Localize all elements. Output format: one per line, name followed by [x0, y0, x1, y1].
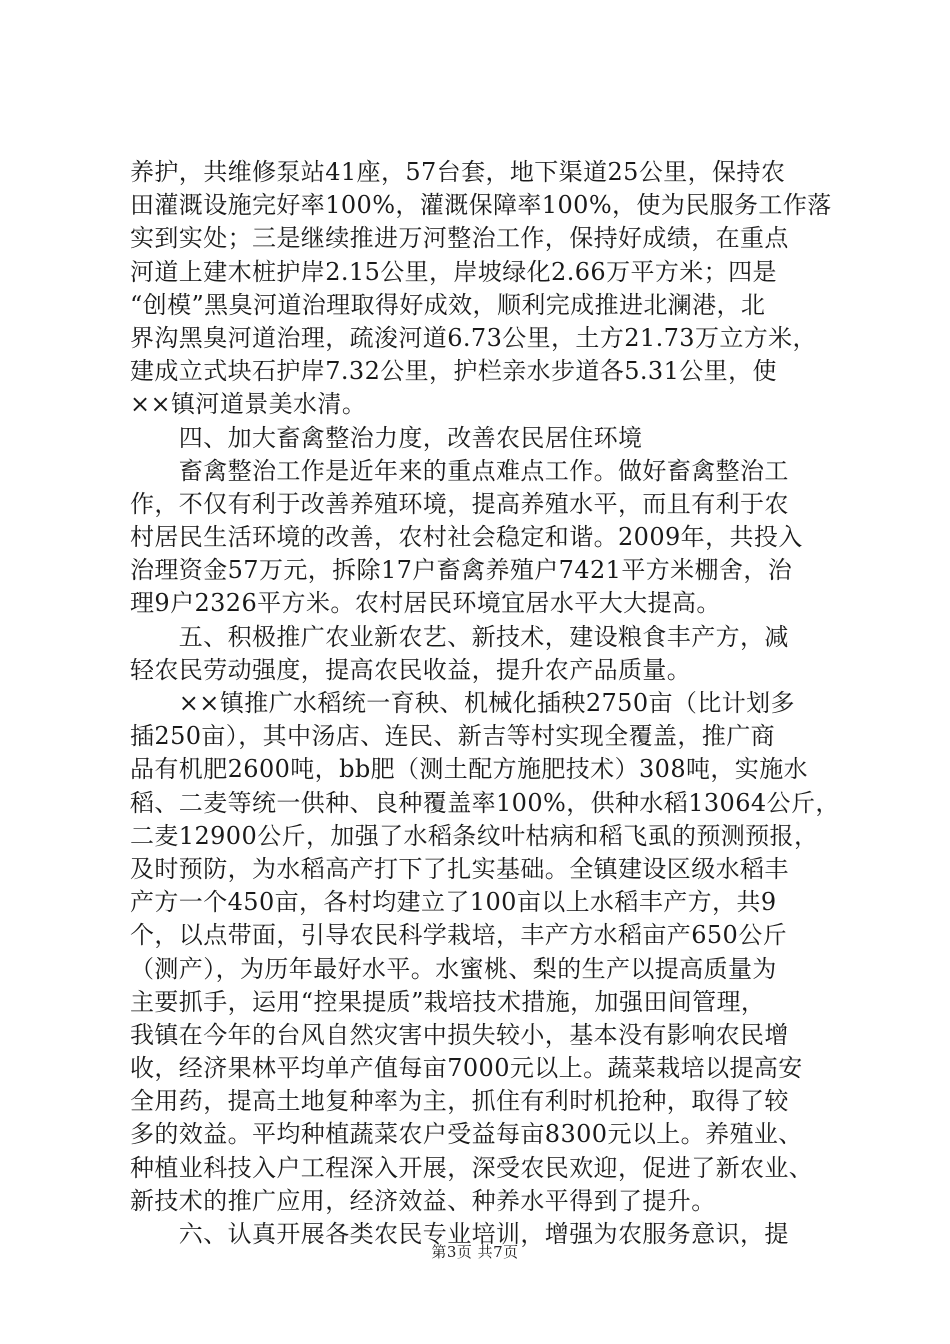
body-line: 建成立式块石护岸7.32公里，护栏亲水步道各5.31公里，使: [130, 357, 777, 386]
body-line: 及时预防，为水稻高产打下了扎实基础。全镇建设区级水稻丰: [130, 854, 789, 883]
body-line: 治理资金57万元，拆除17户畜禽养殖户7421平方米棚舍，治: [130, 556, 793, 585]
body-line: 全用药，提高土地复种率为主，抓住有利时机抢种，取得了较: [130, 1087, 789, 1116]
section-heading-5-cont: 轻农民劳动强度，提高农民收益，提升农产品质量。: [130, 655, 692, 684]
body-line: 新技术的推广应用，经济效益、种养水平得到了提升。: [130, 1186, 716, 1215]
body-line: 理9户2326平方米。农村居民环境宜居水平大大提高。: [130, 589, 721, 618]
body-line: 主要抓手，运用“控果提质”栽培技术措施，加强田间管理，: [130, 987, 766, 1016]
body-line: 河道上建木桩护岸2.15公里，岸坡绿化2.66万平方米；四是: [130, 257, 777, 286]
body-line: （测产），为历年最好水平。水蜜桃、梨的生产以提高质量为: [130, 954, 777, 983]
section-heading-6: 六、认真开展各类农民专业培训，增强为农服务意识，提: [130, 1220, 789, 1248]
body-line: “创模”黑臭河道治理取得好成效，顺利完成推进北澜港，北: [130, 290, 766, 319]
body-line: 稻、二麦等统一供种、良种覆盖率100%，供种水稻13064公斤，: [130, 788, 840, 817]
body-line: 二麦12900公斤，加强了水稻条纹叶枯病和稻飞虱的预测预报，: [130, 821, 819, 850]
page-footer: 第3页 共7页: [431, 1243, 519, 1261]
body-line: 收，经济果林平均单产值每亩7000元以上。蔬菜栽培以提高安: [130, 1054, 803, 1083]
body-line: 产方一个450亩，各村均建立了100亩以上水稻丰产方，共9: [130, 888, 777, 917]
document-body: [130, 156, 840, 1251]
body-line: 田灌溉设施完好率100%，灌溉保障率100%，使为民服务工作落: [130, 191, 832, 220]
body-line: 界沟黑臭河道治理，疏浚河道6.73公里，土方21.73万立方米，: [130, 323, 817, 352]
body-line: ××镇推广水稻统一育秧、机械化插秧2750亩（比计划多: [130, 689, 795, 717]
body-line: 畜禽整治工作是近年来的重点难点工作。做好畜禽整治工: [130, 456, 789, 485]
body-line: 品有机肥2600吨，bb肥（测土配方施肥技术）308吨，实施水: [130, 755, 809, 784]
body-line: 实到实处；三是继续推进万河整治工作，保持好成绩，在重点: [130, 224, 789, 253]
body-line: 种植业科技入户工程深入开展，深受农民欢迎，促进了新农业、: [130, 1153, 814, 1182]
body-line: 作，不仅有利于改善养殖环境，提高养殖水平，而且有利于农: [130, 489, 789, 518]
body-line: 个，以点带面，引导农民科学栽培，丰产方水稻亩产650公斤: [130, 921, 788, 950]
body-line: ××镇河道景美水清。: [130, 390, 367, 419]
body-line: 插250亩），其中汤店、连民、新吉等村实现全覆盖，推广商: [130, 722, 776, 751]
body-line: 我镇在今年的台风自然灾害中损失较小，基本没有影响农民增: [130, 1020, 789, 1049]
section-heading-4: 四、加大畜禽整治力度，改善农民居住环境: [130, 423, 643, 452]
body-line: 多的效益。平均种植蔬菜农户受益每亩8300元以上。养殖业、: [130, 1120, 803, 1149]
body-line: 村居民生活环境的改善，农村社会稳定和谐。2009年，共投入: [130, 523, 803, 552]
section-heading-5: 五、积极推广农业新农艺、新技术，建设粮食丰产方，减: [130, 622, 789, 651]
body-line: 养护，共维修泵站41座，57台套，地下渠道25公里，保持农: [130, 158, 786, 186]
